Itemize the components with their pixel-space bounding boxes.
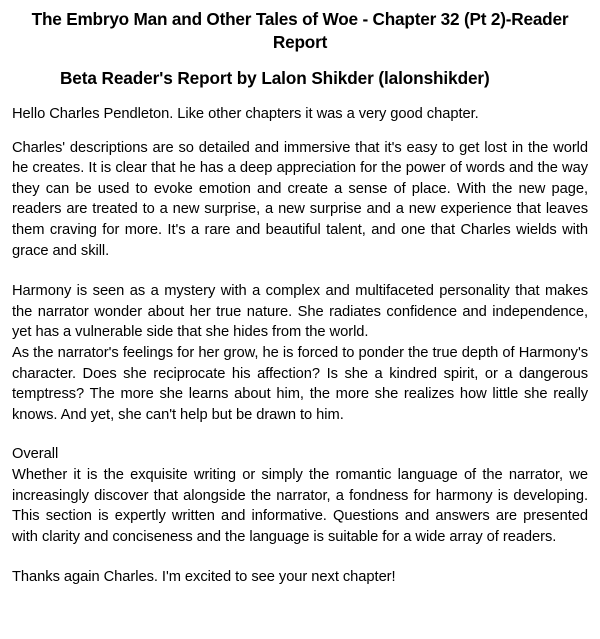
harmony-paragraph: Harmony is seen as a mystery with a complex and multifaceted personality that makes the narrator wonder about her true nature. She radiates confidence and independence, yet has a vulnerable side that she hides from the world.: [12, 283, 588, 341]
overall-paragraph: Whether it is the exquisite writing or simply the romantic language of the narrator, we increasingly discover that alongside the narrator, a fondness for harmony is developing. This section is expertly written and informative. Questions and answers are presented with clarity and conciseness and the language is suitable for a wide array of readers.: [12, 466, 588, 545]
descriptions-paragraph: Charles' descriptions are so detailed and immersive that it's easy to get lost in the world he creates. It is clear that he has a deep appreciation for the power of words and the way they can be used to evoke emotion and create a sense of place. With the new page, readers are treated to a new surprise, a new surprise and a new experience that leaves them craving for more. It's a rare and beautiful talent, and one that Charles wields with grace and skill.: [12, 139, 588, 259]
overall-heading: Overall: [12, 446, 59, 463]
report-subtitle: Beta Reader's Report by Lalon Shikder (lalonshikder): [60, 68, 490, 88]
narrator-feelings-paragraph: As the narrator's feelings for her grow, he is forced to ponder the true depth of Harmony's character. Does she reciprocate his affection? Is she a kindred spirit, or a dangerous temptress? The more she learns about him, the more she realizes how little she really knows. And yet, she can't help but be drawn to him.: [12, 344, 588, 423]
report-title: The Embryo Man and Other Tales of Woe - Chapter 32 (Pt 2)-Reader Report: [31, 9, 569, 52]
report-body: [12, 104, 588, 588]
closing-paragraph: Thanks again Charles. I'm excited to see your next chapter!: [12, 569, 396, 586]
greeting-paragraph: Hello Charles Pendleton. Like other chapters it was a very good chapter.: [12, 106, 479, 122]
